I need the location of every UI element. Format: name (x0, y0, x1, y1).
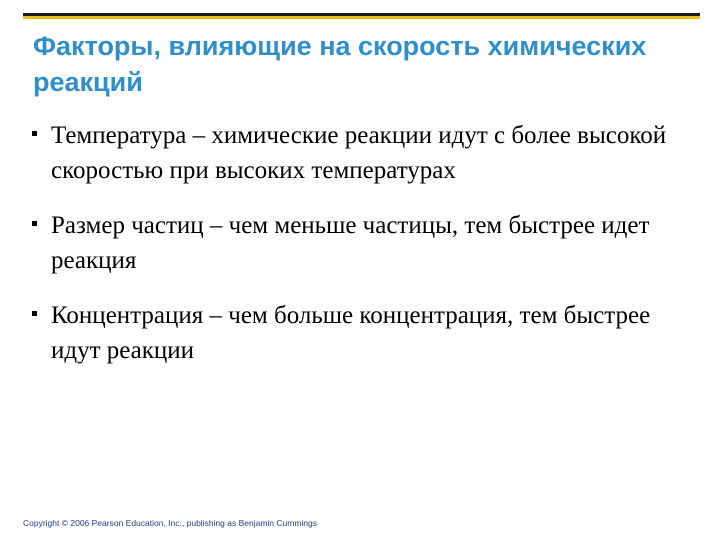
top-divider-gold-line (23, 16, 700, 19)
bullet-text: Температура – химические реакции идут с более высокой скоростью при высоких температурах (51, 122, 667, 184)
bullet-text: Размер частиц – чем меньше частицы, тем быстрее идет реакция (51, 212, 650, 274)
copyright-footer: Copyright © 2006 Pearson Education, Inc., publishing as Benjamin Cummings (23, 518, 318, 528)
bullet-item (32, 208, 692, 278)
bullet-text: Концентрация – чем больше концентрация, тем быстрее идут реакции (51, 302, 651, 364)
bullet-item (32, 118, 692, 188)
square-bullet-icon (32, 221, 37, 226)
bullet-item (32, 298, 692, 368)
square-bullet-icon (32, 311, 37, 316)
top-divider (23, 13, 700, 19)
slide-title: Факторы, влияющие на скорость химических реакций (33, 31, 647, 97)
square-bullet-icon (32, 131, 37, 136)
bullet-list (32, 118, 692, 368)
